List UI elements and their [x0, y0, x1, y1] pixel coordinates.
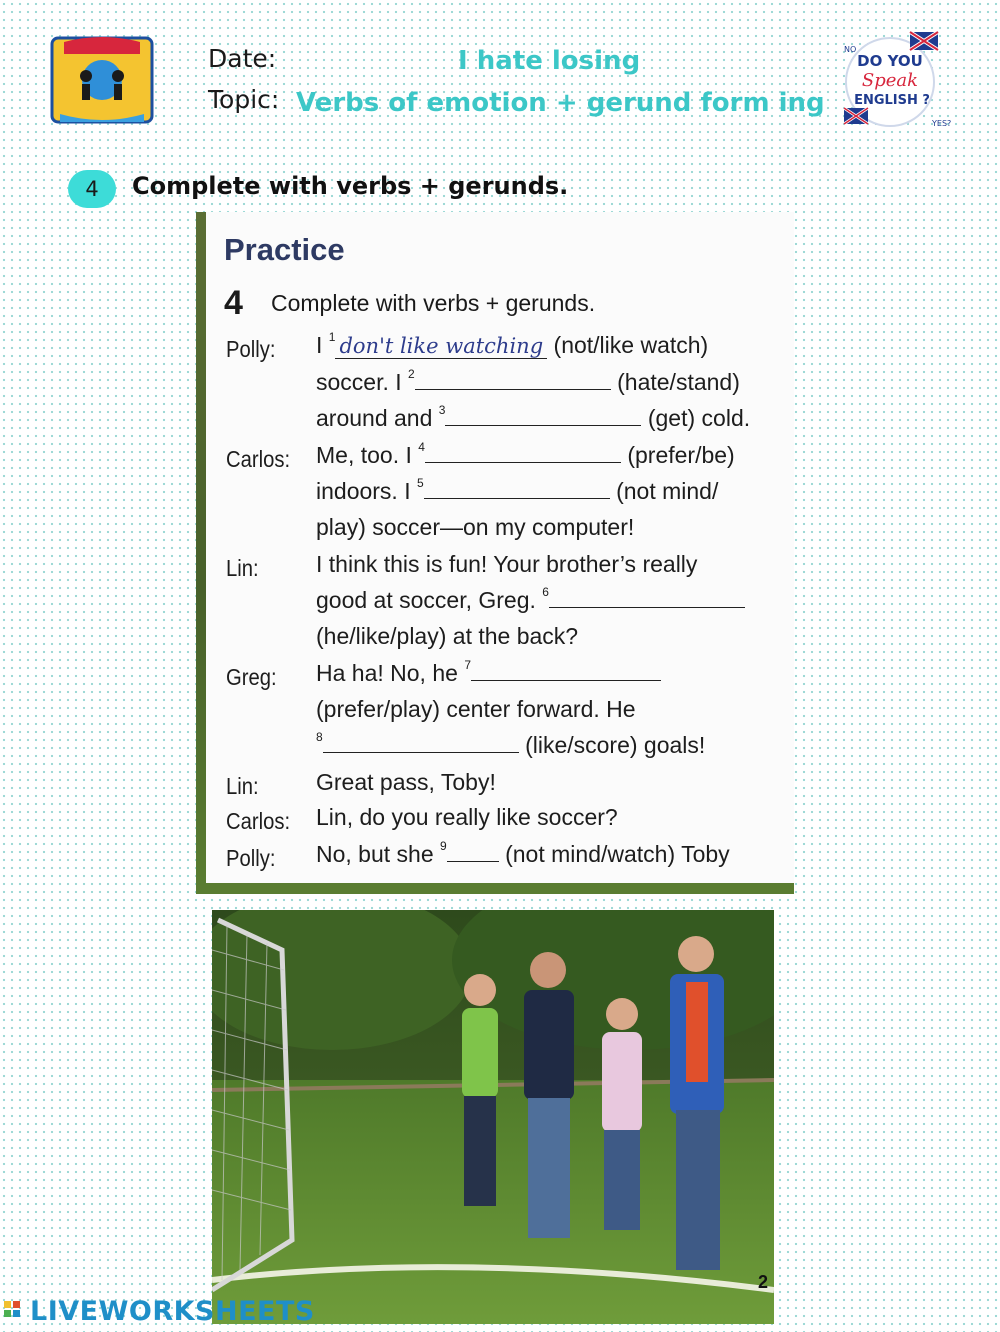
dialogue-line: I $^1$ don't like watching (not/like watch): [316, 330, 709, 358]
answer-blank-8[interactable]: [323, 732, 519, 753]
book-exercise-instruction: Complete with verbs + gerunds.: [271, 290, 596, 316]
answer-blank-2[interactable]: [415, 369, 611, 390]
person-2: [524, 952, 574, 1238]
speaker-label: Greg:: [226, 664, 277, 690]
dialogue-line: (prefer/play) center forward. He: [316, 696, 636, 722]
topic-value: Verbs of emotion + gerund form ing: [296, 88, 825, 118]
book-exercise-number: 4: [224, 284, 243, 322]
speaker-label: Carlos:: [226, 446, 291, 472]
dialogue-line: Great pass, Toby!: [316, 769, 496, 795]
textbook-page: [206, 212, 794, 883]
answer-blank-5[interactable]: [424, 478, 610, 499]
exercise-instruction: Complete with verbs + gerunds.: [132, 172, 569, 200]
textbook-excerpt: [196, 212, 794, 894]
dialogue-line: I think this is fun! Your brother’s really: [316, 551, 698, 577]
person-3: [602, 998, 642, 1230]
answer-blank-7[interactable]: [471, 660, 661, 681]
exercise-number-badge: 4: [68, 170, 116, 208]
liveworksheets-logo: LIVEWORKSHEETS: [4, 1296, 315, 1327]
speaker-label: Lin:: [226, 555, 259, 581]
date-label: Date:: [208, 44, 277, 73]
svg-text:NO: NO: [844, 45, 857, 54]
do-you-speak-english-badge: [828, 30, 952, 132]
svg-text:YES?: YES?: [932, 119, 952, 128]
answer-blank-6[interactable]: [549, 587, 745, 608]
dialogue-line: play) soccer—on my computer!: [316, 514, 635, 540]
dialogue-line: $^8$ (like/score) goals!: [316, 730, 706, 758]
dialogue-line: No, but she $^9$ (not mind/watch) Toby: [316, 839, 730, 867]
school-logo: [50, 34, 154, 126]
dialogue-line: around and $^3$ (get) cold.: [316, 403, 751, 431]
dialogue-line: (he/like/play) at the back?: [316, 623, 579, 649]
grid-icon: [4, 1299, 30, 1323]
dialogue-line: Lin, do you really like soccer?: [316, 804, 618, 830]
example-answer: don't like watching: [335, 334, 547, 359]
page-number: 2: [758, 1272, 769, 1292]
dialogue-line: Me, too. I $^4$ (prefer/be): [316, 440, 735, 468]
speaker-label: Polly:: [226, 845, 276, 871]
answer-blank-4[interactable]: [425, 442, 621, 463]
date-value: I hate losing: [458, 46, 641, 76]
person-1: [462, 974, 498, 1206]
answer-blank-9[interactable]: [447, 841, 499, 862]
dialogue-line: good at soccer, Greg. $^6$: [316, 587, 745, 614]
dialogue-line: soccer. I $^2$ (hate/stand): [316, 367, 740, 395]
svg-text:Speak: Speak: [861, 70, 919, 91]
svg-text:ENGLISH ?: ENGLISH ?: [854, 93, 930, 108]
speaker-label: Polly:: [226, 336, 276, 362]
answer-blank-3[interactable]: [445, 405, 641, 426]
practice-title: Practice: [224, 232, 345, 267]
soccer-field-photo: [212, 910, 774, 1324]
dialogue-line: Ha ha! No, he $^7$: [316, 660, 661, 687]
speaker-label: Lin:: [226, 773, 259, 799]
topic-label: Topic:: [208, 85, 280, 114]
person-4: [670, 936, 724, 1270]
speaker-label: Carlos:: [226, 808, 291, 834]
dialogue-line: indoors. I $^5$ (not mind/: [316, 476, 719, 504]
svg-text:DO YOU: DO YOU: [857, 52, 923, 70]
